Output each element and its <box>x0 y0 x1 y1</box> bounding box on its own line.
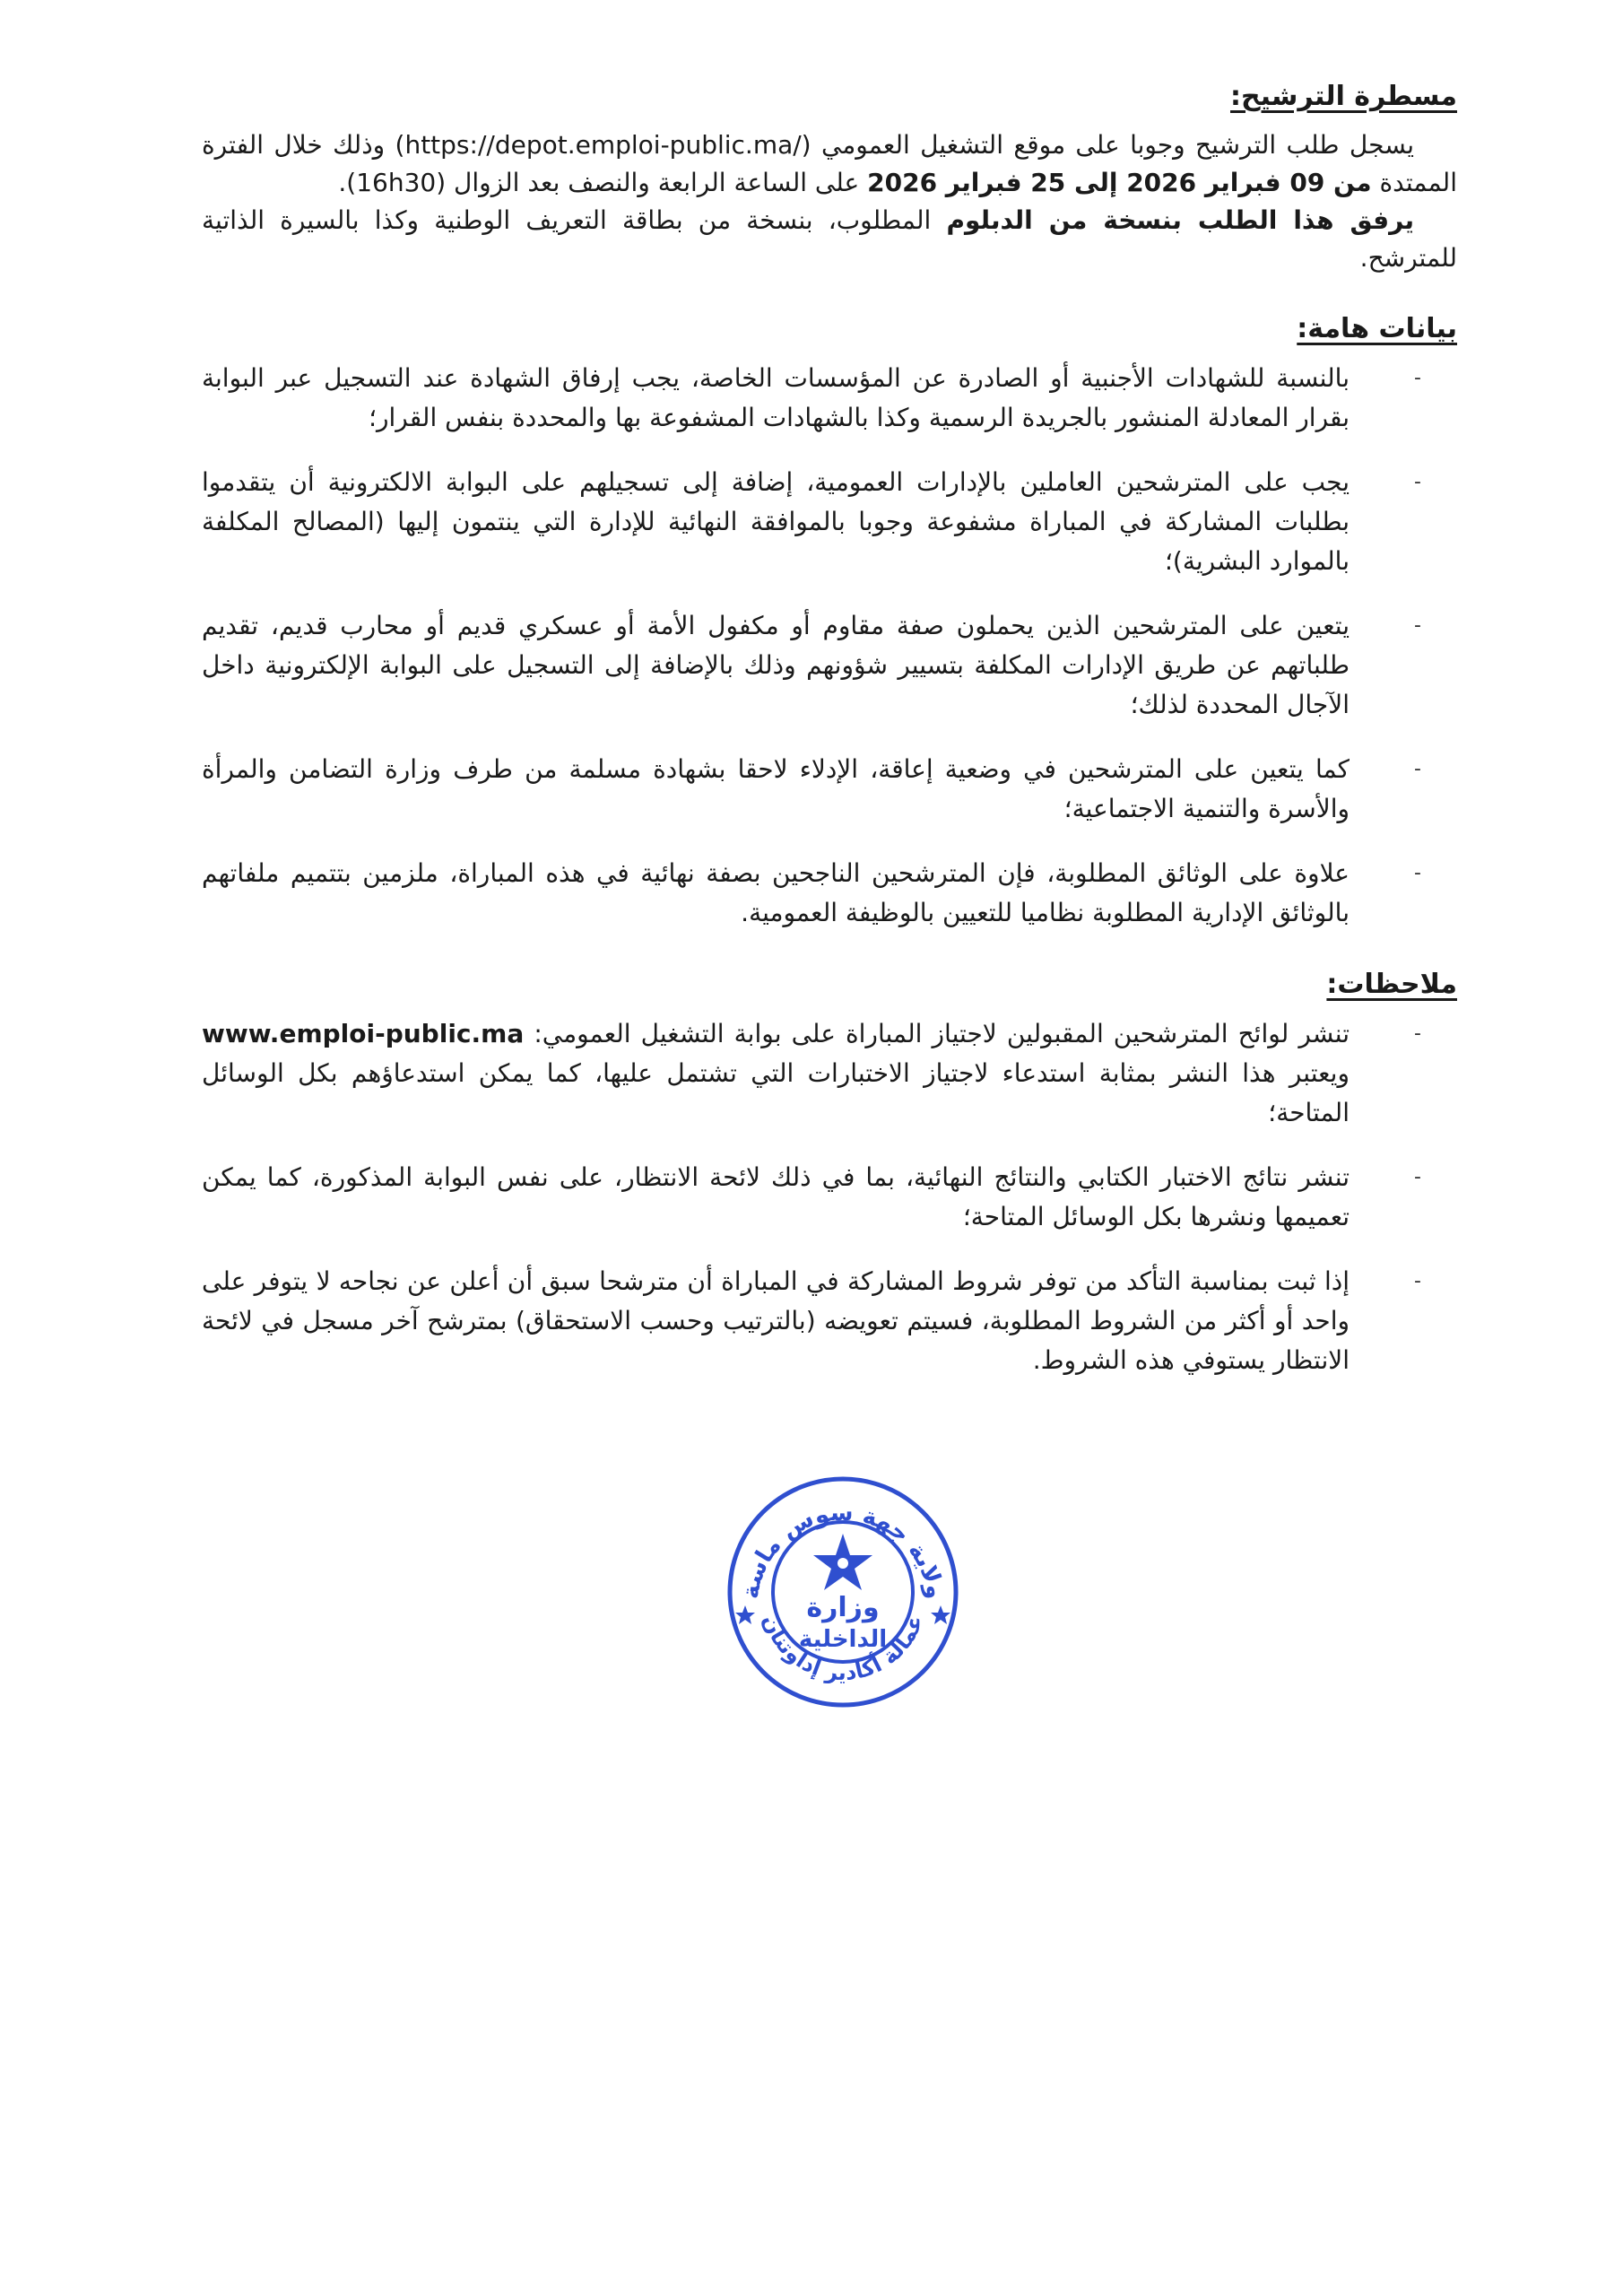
start-date: من 09 فبراير 2026 <box>1126 168 1372 197</box>
small-star-right-icon <box>931 1605 950 1624</box>
list-item: - تنشر لوائح المترشحين المقبولين لاجتياز المباراة على بوابة التشغيل العمومي: www.emploi-public.ma ويعتبر هذا النشر بمثابة استدعاء لاجتياز الاختبارات التي تشتمل عليها، كما يمكن استدعاؤهم بكل الوسائل المتاحة؛ <box>202 1014 1457 1133</box>
important-heading: بيانات هامة: <box>1297 313 1457 344</box>
procedure-paragraph-2: يرفق هذا الطلب بنسخة من الدبلوم المطلوب، بنسخة من بطاقة التعريف الوطنية وكذا بالسيرة الذاتية للمترشح. <box>202 205 1457 273</box>
star-center-dot <box>838 1558 848 1569</box>
list-item: - إذا ثبت بمناسبة التأكد من توفر شروط المشاركة في المباراة أن مترشحا سبق أن أعلن عن نجاحه لا يتوفر على واحد أو أكثر من الشروط المطلوبة، فسيتم تعويضه (بالترتيب وحسب الاستحقاق) بمترشح آخر مسجل في لائحة الانتظار يستوفي هذه الشروط. <box>202 1262 1457 1380</box>
dash-bullet-icon: - <box>1414 1270 1421 1292</box>
dash-bullet-icon: - <box>1414 614 1421 637</box>
list-item: - يتعين على المترشحين الذين يحملون صفة مقاوم أو مكفول الأمة أو عسكري قديم أو محارب قديم، تقديم طلباتهم عن طريق الإدارات المكلفة بتسيير شؤونهم وذلك بالإضافة إلى التسجيل على البوابة الإلكترونية داخل الآجال المحددة لذلك؛ <box>202 606 1457 725</box>
procedure-paragraph-1: يسجل طلب الترشيح وجوبا على موقع التشغيل العمومي (https://depot.emploi-public.ma/) وذلك خلال الفترة الممتدة من 09 فبراير 2026 إلى 25 فبراير 2026 على الساعة الرابعة والنصف بعد الزوال (16h30). <box>202 130 1457 197</box>
list-item: - كما يتعين على المترشحين في وضعية إعاقة، الإدلاء لاحقا بشهادة مسلمة من طرف وزارة التضامن والمرأة والأسرة والتنمية الاجتماعية؛ <box>202 750 1457 829</box>
notes-list <box>202 1014 1457 1380</box>
stamp-inner-line1: وزارة <box>806 1592 880 1623</box>
document-page <box>202 81 1457 1416</box>
procedure-heading: مسطرة الترشيح: <box>1230 81 1457 112</box>
dash-bullet-icon: - <box>1414 471 1421 493</box>
emploi-public-link[interactable]: www.emploi-public.ma <box>202 1019 525 1048</box>
official-stamp <box>722 1471 964 1713</box>
dash-bullet-icon: - <box>1414 862 1421 884</box>
list-item: - بالنسبة للشهادات الأجنبية أو الصادرة عن المؤسسات الخاصة، يجب إرفاق الشهادة عند التسجيل عبر البوابة بقرار المعادلة المنشور بالجريدة الرسمية وكذا بالشهادات المشفوعة بها والمحددة بنفس القرار؛ <box>202 359 1457 438</box>
list-item: - يجب على المترشحين العاملين بالإدارات العمومية، إضافة إلى تسجيلهم على البوابة الالكترونية أن يتقدموا بطلبات المشاركة في المباراة مشفوعة وجوبا بالموافقة النهائية للإدارة التي ينتمون إليها (المصالح المكلفة بالموارد البشرية)؛ <box>202 463 1457 581</box>
important-list <box>202 359 1457 933</box>
notes-section <box>202 969 1457 1380</box>
dash-bullet-icon: - <box>1414 758 1421 780</box>
procedure-section <box>202 81 1457 277</box>
depot-url-link[interactable]: (https://depot.emploi-public.ma/) <box>395 130 812 160</box>
stamp-inner-line2: الداخلية <box>798 1626 888 1653</box>
stamp-outer-bottom-text: عمالة أكادير إداوتنان <box>757 1611 928 1686</box>
list-item: - تنشر نتائج الاختبار الكتابي والنتائج النهائية، بما في ذلك لائحة الانتظار، على نفس البوابة المذكورة، كما يمكن تعميمها ونشرها بكل الوسائل المتاحة؛ <box>202 1158 1457 1237</box>
important-section <box>202 313 1457 933</box>
list-item: - علاوة على الوثائق المطلوبة، فإن المترشحين الناجحين بصفة نهائية في هذه المباراة، ملزمين بتتميم ملفاتهم بالوثائق الإدارية المطلوبة نظاميا للتعيين بالوظيفة العمومية. <box>202 854 1457 933</box>
stamp-outer-top-text: ولاية جهة سوس ماسة <box>737 1499 949 1601</box>
end-date: إلى 25 فبراير 2026 <box>867 168 1127 197</box>
dash-bullet-icon: - <box>1414 1166 1421 1188</box>
small-star-left-icon <box>735 1605 755 1624</box>
dash-bullet-icon: - <box>1414 1022 1421 1045</box>
notes-heading: ملاحظات: <box>1326 969 1457 1000</box>
dash-bullet-icon: - <box>1414 367 1421 389</box>
